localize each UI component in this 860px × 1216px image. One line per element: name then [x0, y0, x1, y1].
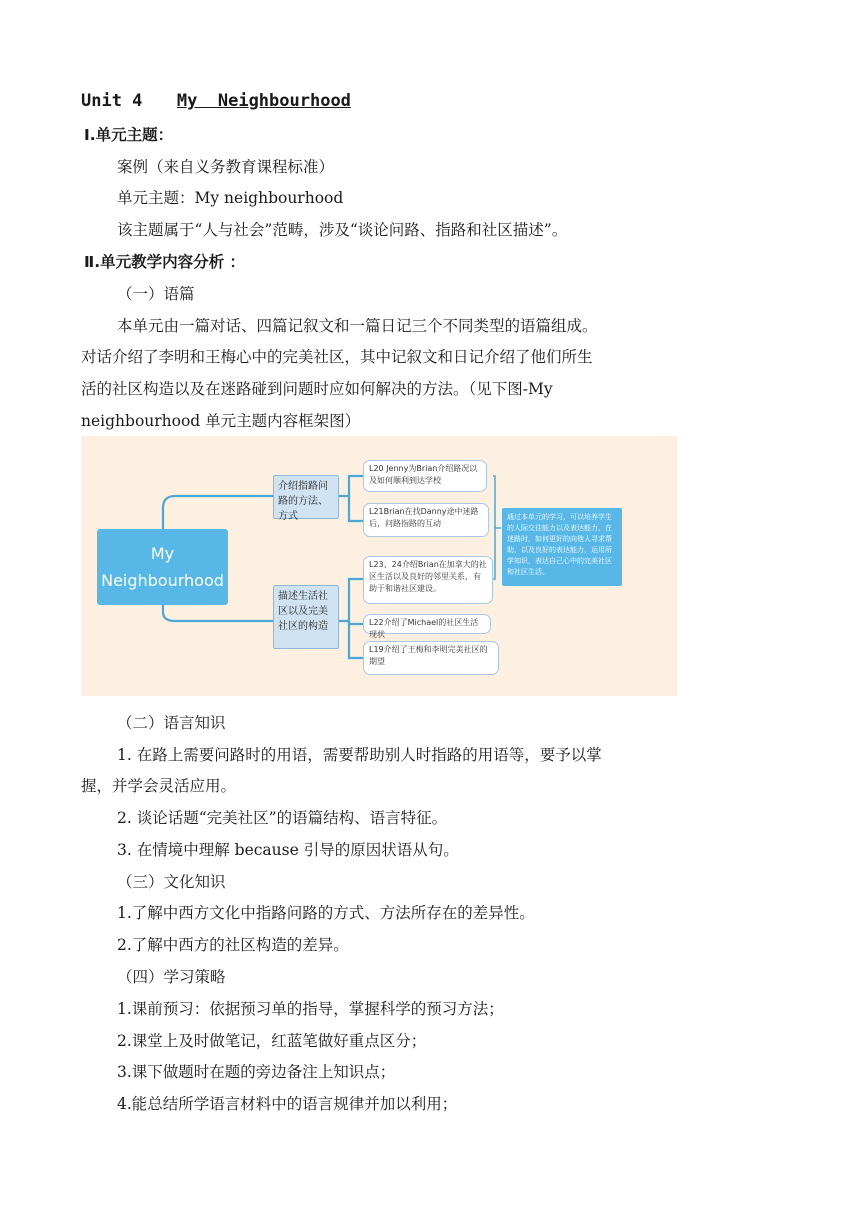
- part-2-line: 握，并学会灵活应用。: [81, 777, 237, 795]
- section-1-line: 单元主题：My neighbourhood: [117, 189, 344, 207]
- mindmap-leaf-node: [363, 460, 487, 492]
- mindmap-figure: [81, 436, 677, 696]
- mindmap-summary-box: [502, 508, 622, 586]
- part-1-paragraph-line: 本单元由一篇对话、四篇记叙文和一篇日记三个不同类型的语篇组成。: [117, 317, 598, 335]
- part-4-line: 1.课前预习：依据预习单的指导，掌握科学的预习方法；: [117, 1000, 504, 1018]
- part-3-line: 2.了解中西方的社区构造的差异。: [117, 936, 349, 954]
- mindmap-root-node: [97, 529, 228, 605]
- part-1-heading: （一）语篇: [117, 285, 195, 303]
- part-2-line: 1. 在路上需要问路时的用语，需要帮助别人时指路的用语等，要予以掌: [117, 746, 602, 764]
- page-title: [81, 91, 351, 111]
- mindmap-leaf-label: L22介绍了Michael的社区生活现状: [369, 618, 479, 639]
- part-4-line: 3.课下做题时在题的旁边备注上知识点；: [117, 1063, 396, 1081]
- section-1-line: 该主题属于“人与社会”范畴，涉及“谈论问路、指路和社区描述”。: [117, 221, 568, 239]
- section-2-heading: Ⅱ.单元教学内容分析 ：: [84, 253, 245, 271]
- part-4-heading: （四）学习策略: [117, 968, 226, 986]
- mindmap-branch-label: 描述生活社区以及完美社区的构造: [278, 591, 328, 632]
- mindmap-leaf-label: L23、24介绍Brian在加拿大的社区生活以及良好的邻里关系，有助于和谐社区建设。: [369, 560, 487, 593]
- mindmap-leaf-label: L21Brian在找Danny途中迷路后，问路指路的互动: [369, 507, 479, 528]
- mindmap-branch-node: [273, 585, 339, 649]
- part-2-line: 2. 谈论话题“完美社区”的语篇结构、语言特征。: [117, 809, 448, 827]
- part-2-line: 3. 在情境中理解 because 引导的原因状语从句。: [117, 841, 459, 859]
- unit-number: Unit 4: [81, 91, 143, 111]
- mindmap-branch-node: [273, 475, 339, 522]
- mindmap-root-label: My Neighbourhood: [101, 544, 224, 590]
- mindmap-leaf-node: [363, 556, 493, 604]
- mindmap-leaf-node: [363, 641, 499, 675]
- mindmap-summary-text: 通过本单元的学习，可以培养学生的人际交往能力以及表达能力，在迷路时，如何更好的向他人寻求帮助，以及良好的表达能力，运用所学知识，表达自己心中的完美社区和社区生活。: [507, 513, 612, 576]
- part-2-heading: （二）语言知识: [117, 714, 226, 732]
- mindmap-leaf-node: [363, 614, 491, 639]
- mindmap-branch-label: 介绍指路问路的方法、方式: [278, 481, 328, 522]
- part-3-heading: （三）文化知识: [117, 873, 226, 891]
- mindmap-leaf-label: L19介绍了王梅和李明完美社区的期望: [369, 645, 488, 666]
- part-4-line: 4.能总结所学语言材料中的语言规律并加以利用；: [117, 1095, 458, 1113]
- part-1-paragraph-line: neighbourhood 单元主题内容框架图）: [81, 412, 361, 430]
- part-4-line: 2.课堂上及时做笔记，红蓝笔做好重点区分；: [117, 1032, 427, 1050]
- unit-topic: My Neighbourhood: [176, 91, 351, 111]
- mindmap-leaf-label: L20 Jenny为Brian介绍路况以及如何顺利到达学校: [369, 464, 478, 485]
- part-3-line: 1.了解中西方文化中指路问路的方式、方法所存在的差异性。: [117, 904, 535, 922]
- part-1-paragraph-line: 对话介绍了李明和王梅心中的完美社区，其中记叙文和日记介绍了他们所生: [81, 348, 593, 366]
- mindmap-leaf-node: [363, 503, 489, 537]
- section-1-heading: Ⅰ.单元主题：: [84, 126, 174, 144]
- section-1-line: 案例（来自义务教育课程标准）: [117, 158, 335, 176]
- part-1-paragraph-line: 活的社区构造以及在迷路碰到问题时应如何解决的方法。（见下图-My: [81, 380, 553, 398]
